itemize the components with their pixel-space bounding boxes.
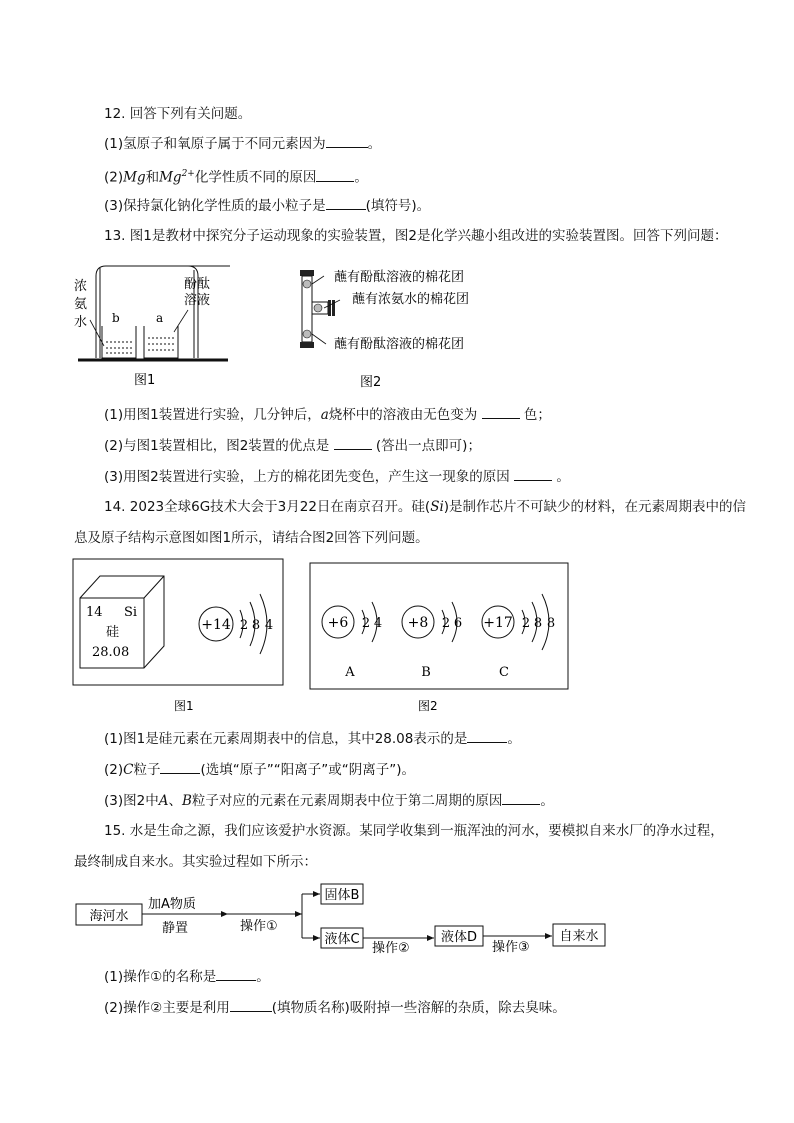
si-shell-2: 8	[251, 618, 261, 633]
flow-liquid-d: 液体D	[440, 930, 478, 945]
q14-si: Si	[430, 499, 444, 515]
si-mass: 28.08	[92, 645, 130, 660]
beaker-a-label: a	[156, 311, 164, 325]
q12-part2-text: 化学性质不同的原因	[194, 169, 317, 186]
q12-mg-charge: 2+	[181, 169, 195, 179]
q14-var-c: C	[123, 762, 134, 778]
q14-title-line2: 息及原子结构示意图如图1所示，请结合图2回答下列问题。	[74, 530, 429, 546]
q14-var-a: A	[158, 793, 169, 809]
q13-part1	[104, 404, 551, 425]
q13-part3-end: 。	[556, 469, 570, 485]
q12-part3-end: (填符号)。	[365, 198, 431, 214]
fig1-caption: 图1	[134, 373, 156, 388]
q13-part1-text: (1)用图1装置进行实验，几分钟后，	[104, 407, 321, 423]
atom-b-shell-2: 6	[453, 616, 463, 631]
flow-product: 自来水	[559, 929, 599, 944]
q14-part2-num: (2)	[104, 762, 124, 778]
fig2-caption: 图2	[360, 375, 382, 390]
q14-fig2-caption: 图2	[418, 699, 438, 713]
q12-mg-ion: Mg	[159, 169, 182, 186]
beaker-b-label: b	[112, 311, 120, 325]
flow-op1: 操作①	[240, 919, 278, 934]
atom-a-nucleus: +6	[327, 615, 349, 631]
q15-flowchart	[70, 880, 610, 960]
q12-part2	[104, 164, 368, 188]
atom-c-shell-3: 8	[546, 616, 556, 631]
fig1-phenolphthalein-label-2: 溶液	[184, 293, 211, 308]
si-shell-3: 4	[264, 618, 274, 633]
q12-part1-blank[interactable]	[326, 133, 368, 148]
q15-part1-end: 。	[256, 969, 270, 985]
q13-part3-text: (3)用图2装置进行实验，上方的棉花团先变色，产生这一现象的原因	[104, 469, 510, 485]
q15-part2	[104, 997, 566, 1018]
si-nucleus: +14	[201, 617, 231, 633]
flow-step-top: 加A物质	[148, 897, 196, 912]
q14-var-b: B	[181, 793, 192, 809]
flow-source: 海河水	[89, 909, 129, 924]
q12-part1-end: 。	[367, 136, 382, 152]
q14-title	[104, 497, 746, 517]
atom-c-shell-2: 8	[533, 616, 543, 631]
q12-part1-text: (1)氢原子和氧原子属于不同元素因为	[104, 136, 326, 152]
fig1-ammonia-label-3: 水	[74, 315, 88, 330]
flow-solid-b: 固体B	[324, 888, 360, 903]
atom-c-nucleus: +17	[483, 615, 513, 631]
q14-part3	[104, 790, 554, 811]
q13-part2-text: (2)与图1装置相比，图2装置的优点是	[104, 438, 330, 454]
flow-op3: 操作③	[492, 940, 530, 955]
q12-part3	[104, 195, 430, 216]
fig1-ammonia-label-1: 浓	[74, 279, 88, 294]
atom-b-shell-1: 2	[441, 616, 451, 631]
atom-b-nucleus: +8	[407, 615, 429, 631]
flow-op2: 操作②	[372, 941, 410, 956]
q15-part1	[104, 966, 270, 987]
q15-title-line1: 15. 水是生命之源，我们应该爱护水资源。某同学收集到一瓶浑浊的河水，要模拟自来水厂的净水过程，	[104, 823, 724, 839]
q13-part2-end: (答出一点即可)；	[375, 438, 481, 454]
q14-part2-blank[interactable]	[160, 759, 200, 774]
si-shell-1: 2	[239, 618, 249, 633]
atom-a-label: A	[345, 665, 355, 680]
q12-part1	[104, 133, 381, 154]
q14-part1-blank[interactable]	[467, 728, 507, 743]
q14-part2-end: (选填“原子”“阳离子”或“阴离子”)。	[200, 762, 415, 778]
q15-part2-end: (填物质名称)吸附掉一些溶解的杂质，除去臭味。	[271, 1000, 566, 1016]
q12-part2-blank[interactable]	[316, 167, 354, 182]
q13-var-a: a	[320, 407, 329, 423]
q13-figure2	[290, 264, 500, 394]
si-symbol: Si	[124, 605, 138, 620]
q14-part2	[104, 759, 415, 780]
q14-title-a: 14. 2023全球6G技术大会于3月22日在南京召开。硅(	[104, 499, 431, 515]
q14-figure2	[308, 562, 572, 718]
q12-part2-end: 。	[354, 169, 368, 186]
si-atomic-number: 14	[86, 605, 103, 620]
fig1-phenolphthalein-label-1: 酚酞	[184, 277, 211, 292]
si-name: 硅	[106, 625, 120, 640]
q13-part3	[104, 466, 570, 487]
fig1-ammonia-label-2: 氨	[74, 297, 88, 312]
atom-b-label: B	[421, 665, 431, 680]
q13-title: 13. 图1是教材中探究分子运动现象的实验装置，图2是化学兴趣小组改进的实验装置图。回答下列问题：	[104, 228, 728, 244]
atom-a-shell-1: 2	[361, 616, 371, 631]
fig2-label-top: 蘸有酚酞溶液的棉花团	[334, 270, 465, 285]
q12-part2-num: (2)	[104, 169, 124, 186]
q15-part2-blank[interactable]	[230, 997, 272, 1012]
q14-figure1	[72, 558, 286, 718]
q15-part1-blank[interactable]	[216, 966, 256, 981]
fig2-label-middle: 蘸有浓氨水的棉花团	[352, 292, 470, 307]
flow-step-bottom: 静置	[162, 921, 189, 936]
q15-title-line2: 最终制成自来水。其实验过程如下所示：	[74, 854, 317, 870]
q13-part1-text2: 烧杯中的溶液由无色变为	[328, 407, 478, 423]
q14-part1-text: (1)图1是硅元素在元素周期表中的信息，其中28.08表示的是	[104, 731, 468, 747]
q14-part3-end: 。	[540, 793, 554, 809]
atom-c-shell-1: 2	[521, 616, 531, 631]
q13-part1-blank[interactable]	[482, 404, 520, 419]
q13-part3-blank[interactable]	[514, 466, 552, 481]
q13-figure1	[70, 258, 230, 394]
q13-part2-blank[interactable]	[334, 435, 372, 450]
q14-title-b: )是制作芯片不可缺少的材料，在元素周期表中的信	[443, 499, 747, 515]
q13-part2	[104, 435, 481, 456]
q13-part1-end: 色；	[523, 407, 551, 423]
q14-part3-text: 粒子对应的元素在元素周期表中位于第二周期的原因	[191, 793, 503, 809]
q15-part1-text: (1)操作①的名称是	[104, 969, 217, 985]
q14-sep: 、	[168, 793, 182, 809]
q12-and: 和	[145, 169, 160, 186]
q14-part3-blank[interactable]	[502, 790, 540, 805]
atom-c-label: C	[499, 665, 509, 680]
atom-a-shell-2: 4	[373, 616, 383, 631]
q15-part2-text: (2)操作②主要是利用	[104, 1000, 230, 1016]
q14-part2-text: 粒子	[133, 762, 161, 778]
q14-part3-num: (3)图2中	[104, 793, 159, 809]
q14-fig1-caption: 图1	[174, 699, 194, 713]
fig2-label-bottom: 蘸有酚酞溶液的棉花团	[334, 337, 465, 352]
q12-title: 12. 回答下列有关问题。	[104, 106, 252, 122]
q12-mg: Mg	[123, 169, 146, 186]
q14-part1-end: 。	[507, 731, 521, 747]
q14-part1	[104, 728, 521, 749]
q12-part3-text: (3)保持氯化钠化学性质的最小粒子是	[104, 198, 326, 214]
flow-liquid-c: 液体C	[324, 932, 360, 947]
q12-part3-blank[interactable]	[326, 195, 366, 210]
